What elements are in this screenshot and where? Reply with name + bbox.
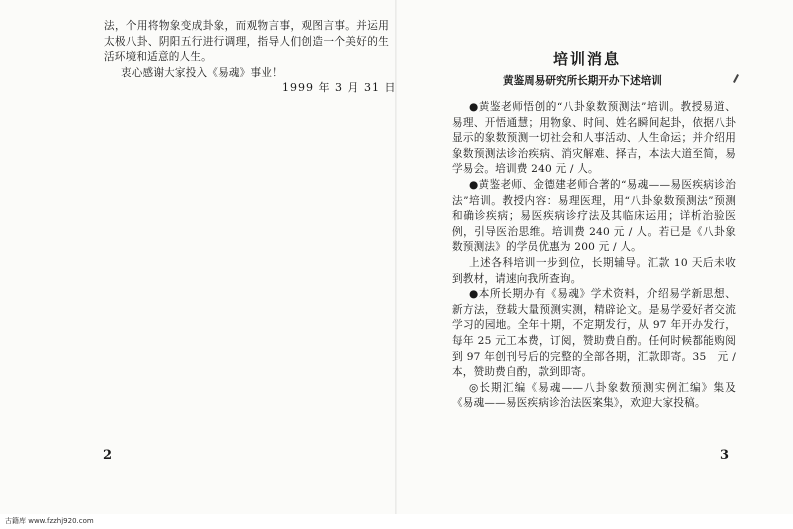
course-item-2: ●黄鉴老师、金德建老师合著的“易魂——易医疾病诊治法”培训。教授内容：易理医理，用“八卦象数预测法”预测和确诊疾病；易医疾病诊疗法及其临床运用；详析治验医例，引导医治思维。培训费 240 元 / 人。若已是《八卦象数预测法》的学员优惠为 200 元 / 人。 [452,178,736,254]
course-item-1: ●黄鉴老师悟创的“八卦象数预测法”培训。教授易道、易理、开悟通慧；用物象、时间、姓名瞬间起卦，依据八卦显示的象数预测一切社会和人事活动、人生命运；并介绍用象数预测法诊治疾病、消灾解难、择吉，本法大道至简，易学易会。培训费 240 元 / 人。 [452,101,736,176]
page-number-right: 3 [720,448,730,463]
notice-heading: 培训消息 [553,50,622,68]
submission-call: ◎长期汇编《易魂——八卦象数预测实例汇编》集及《易魂——易医疾病诊治法医案集》，欢迎大家投稿。 [452,381,736,410]
left-page-body [104,19,389,81]
page-number-left: 2 [103,448,113,463]
notice-subheading: 黄鉴周易研究所长期开办下述培训 [503,75,662,87]
site-watermark: 古籍库 www.fzzhj920.com [5,517,94,525]
guidance-note: 上述各科培训一步到位，长期辅导。汇款 10 天后未收到教材，请速向我所查询。 [452,256,736,285]
footer-bar [0,514,793,529]
left-paragraph-1: 法，个用将物象变成卦象，而观物言事，观图言事。并运用太极八卦、阴阳五行进行调理，指导人们创造一个美好的生活环境和适意的人生。 [104,20,389,64]
letter-date: 1999 年 3 月 31 日 [282,81,397,94]
right-page-body [452,100,736,412]
journal-item: ●本所长期办有《易魂》学术资料，介绍易学新思想、新方法，登载大量预测实测，精辟论文。是易学爱好者交流学习的园地。全年十期，不定期发行，从 97 年开办发行，每年 25 元工本费，订阅，赞助费自酌。任何时候都能购阅到 97 年创刊号后的完整的全部各期，汇款即寄。35 元 / 本，赞助费自酌，款到即寄。 [452,288,736,379]
left-paragraph-2: 衷心感谢大家投入《易魂》事业！ [120,66,283,79]
